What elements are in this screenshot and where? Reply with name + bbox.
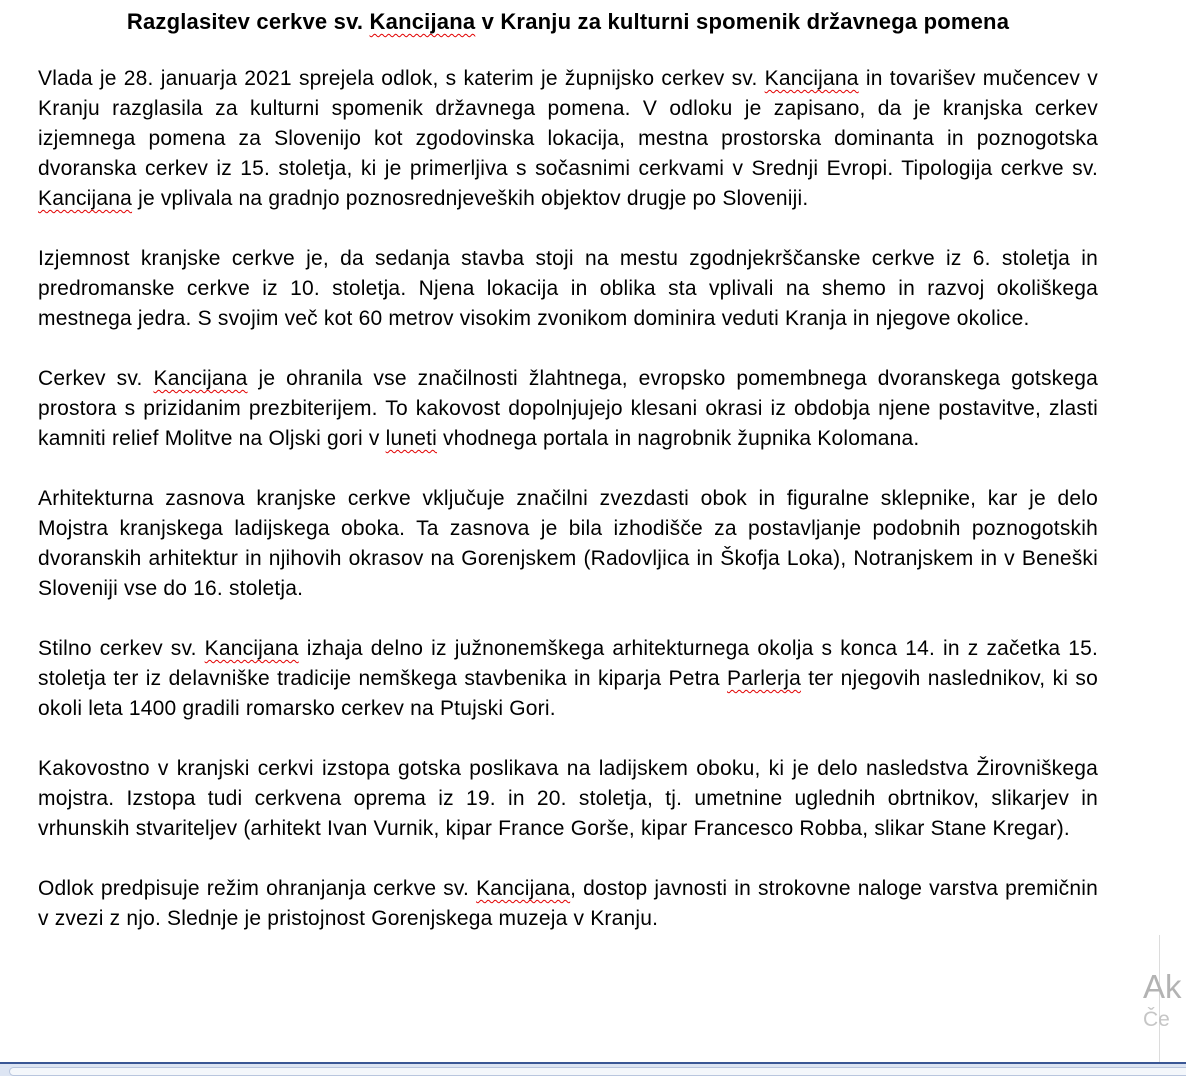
paragraph-2[interactable]	[38, 244, 1098, 334]
text-segment: Cerkev sv.	[38, 367, 154, 390]
spellcheck-flagged-word: Kancijana	[204, 637, 299, 660]
paragraph-5[interactable]	[38, 634, 1098, 724]
watermark-line-2: Če	[1143, 1008, 1170, 1031]
text-segment: vhodnega portala in nagrobnik župnika Kolomana.	[437, 427, 920, 450]
text-segment: Arhitekturna zasnova kranjske cerkve vključuje značilni zvezdasti obok in figuralne sklepnike, kar je delo Mojstra kranjskega ladijskega oboka. Ta zasnova je bila izhodišče za postavljanje podobnih poznogotskih dvoranskih arhitektur in njihovih okrasov na Gorenjskem (Radovljica in Škofja Loka), Notranjskem in v Beneški Sloveniji vse do 16. stoletja.	[38, 487, 1098, 600]
paragraph-1[interactable]	[38, 64, 1098, 214]
activate-windows-watermark	[1143, 969, 1182, 1033]
document-text-area[interactable]	[38, 0, 1098, 964]
paragraph-4[interactable]	[38, 484, 1098, 604]
text-segment: in tovarišev mučencev v Kranju razglasila za kulturni spomenik državnega pomena. V odloku je zapisano, da je kranjska cerkev izjemnega pomena za Slovenijo kot zgodovinska lokacija, mestna prostorska dominanta in poznogotska dvoranska cerkev iz 15. stoletja, ki je primerljiva s sočasnimi cerkvami v Srednji Evropi. Tipologija cerkve sv.	[38, 67, 1098, 180]
watermark-line-1: Ak	[1143, 968, 1182, 1005]
paragraph-6[interactable]	[38, 754, 1098, 844]
text-segment: Razglasitev cerkve sv.	[126, 9, 370, 34]
spellcheck-flagged-word: Parlerja	[727, 667, 801, 690]
text-segment: je vplivala na gradnjo poznosrednjeveških objektov drugje po Sloveniji.	[132, 187, 809, 210]
text-segment: , dostop javnosti in strokovne naloge varstva premičnin v zvezi z njo. Slednje je pristojnost Gorenjskega muzeja v Kranju.	[38, 877, 1098, 930]
spellcheck-flagged-word: Kancijana	[369, 9, 476, 34]
text-segment: Izjemnost kranjske cerkve je, da sedanja stavba stoji na mestu zgodnjekrščanske cerkve iz 6. stoletja in predromanske cerkve iz 10. stoletja. Njena lokacija in oblika sta vplivali na shemo in razvoj okoliškega mestnega jedra. S svojim več kot 60 metrov visokim zvonikom dominira veduti Kranja in njegove okolice.	[38, 247, 1098, 330]
text-segment: izhaja delno iz južnonemškega arhitekturnega okolja s konca 14. in z začetka 15. stoletja ter iz delavniške tradicije nemškega stavbenika in kiparja Petra	[38, 637, 1099, 690]
text-segment: ter njegovih naslednikov, ki so okoli leta 1400 gradili romarsko cerkev na Ptujski Gori.	[38, 667, 1098, 720]
text-segment: je ohranila vse značilnosti žlahtnega, evropsko pomembnega dvoranskega gotskega prostora s prizidanim prezbiterijem. To kakovost dopolnjujejo klesani okrasi iz obdobja njene postavitve, zlasti kamniti relief Molitve na Oljski gori v	[38, 367, 1098, 450]
document-title	[38, 7, 1098, 37]
text-segment: Stilno cerkev sv.	[38, 637, 205, 660]
spellcheck-flagged-word: Kancijana	[153, 367, 248, 390]
text-segment: Kakovostno v kranjski cerkvi izstopa gotska poslikava na ladijskem oboku, ki je delo nasledstva Žirovniškega mojstra. Izstopa tudi cerkvena oprema iz 19. in 20. stoletja, tj. umetnine uglednih obrtnikov, slikarjev in vrhunskih stvariteljev (arhitekt Ivan Vurnik, kipar France Gorše, kipar Francesco Robba, slikar Stane Kregar).	[38, 757, 1098, 840]
spellcheck-flagged-word: Kancijana	[764, 67, 859, 90]
horizontal-scrollbar[interactable]	[0, 1062, 1186, 1076]
text-segment: Vlada je 28. januarja 2021 sprejela odlok, s katerim je župnijsko cerkev sv.	[38, 67, 765, 90]
paragraph-3[interactable]	[38, 364, 1098, 454]
spellcheck-flagged-word: Kancijana	[476, 877, 571, 900]
text-segment: v Kranju za kulturni spomenik državnega pomena	[475, 9, 1010, 34]
text-segment: Odlok predpisuje režim ohranjanja cerkve sv.	[38, 877, 477, 900]
paragraph-7[interactable]	[38, 874, 1098, 934]
scrollbar-thumb[interactable]	[9, 1067, 1186, 1076]
spellcheck-flagged-word: Kancijana	[38, 187, 133, 210]
spellcheck-flagged-word: luneti	[385, 427, 438, 450]
